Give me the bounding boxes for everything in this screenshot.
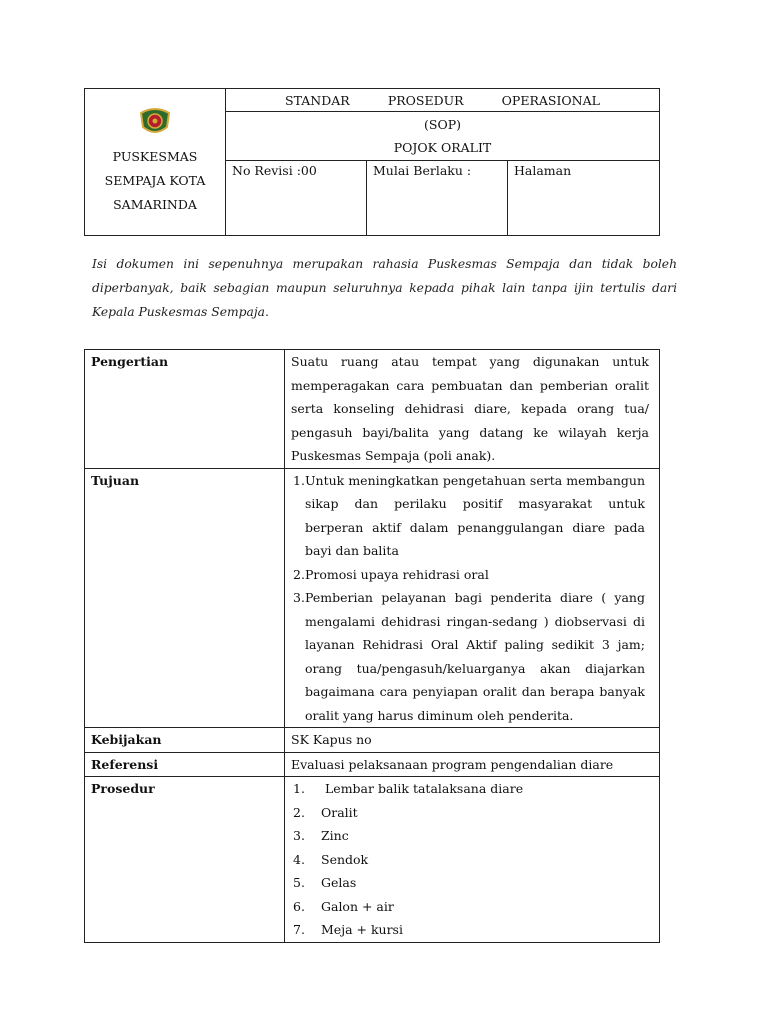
sop-title-cell — [226, 89, 660, 112]
title-word-1: STANDAR — [285, 92, 350, 108]
item-text: Untuk meningkatkan pengetahuan serta membangun sikap dan perilaku positif masyarakat untuk berperan aktif dalam penanggulangan diare pada bayi dan balita — [305, 472, 645, 558]
confidentiality-notice: Isi dokumen ini sepenuhnya merupakan rahasia Puskesmas Sempaja dan tidak boleh diperbanyak, baik sebagian maupun seluruhnya kepada pihak lain tanpa ijin tertulis dari Kepala Puskesmas Sempaja. — [92, 257, 677, 319]
item-number: 5. — [293, 875, 305, 890]
list-item — [293, 801, 653, 825]
revision-cell: No Revisi :00 — [226, 161, 367, 236]
text-referensi: Evaluasi pelaksanaan program pengendalian diare — [285, 752, 660, 777]
list-item — [293, 777, 653, 801]
list-item — [293, 871, 653, 895]
sop-subject-cell — [226, 112, 660, 161]
item-number: 2. — [293, 566, 305, 582]
org-line-1: PUSKESMAS — [112, 149, 198, 164]
puskesmas-logo-icon — [137, 107, 173, 137]
item-number: 1. — [293, 472, 305, 488]
row-referensi — [85, 752, 660, 777]
label-prosedur: Prosedur — [85, 777, 285, 943]
effective-date-cell: Mulai Berlaku : — [367, 161, 508, 236]
item-number: 1. — [293, 781, 305, 796]
item-text: Zinc — [321, 828, 349, 843]
sop-abbreviation: (SOP) — [424, 117, 461, 132]
item-text: Oralit — [321, 804, 358, 820]
item-text: Pemberian pelayanan bagi penderita diare ( yang mengalami dehidrasi ringan-sedang ) diobservasi di layanan Rehidrasi Oral Aktif paling sedikit 3 jam; orang tua/pengasuh/keluarganya akan diajarkan bagaimana cara penyiapan oralit dan berapa banyak oralit yang harus diminum oleh penderita. — [305, 590, 645, 723]
item-number: 3. — [293, 590, 305, 605]
organization-name — [85, 145, 225, 217]
list-item — [291, 469, 649, 563]
sop-subject: POJOK ORALIT — [393, 140, 492, 155]
page-cell: Halaman — [508, 161, 660, 236]
item-text: Lembar balik tatalaksana diare — [325, 781, 524, 796]
organization-cell — [85, 89, 226, 236]
item-number: 7. — [293, 922, 305, 937]
item-text: Gelas — [321, 875, 357, 890]
sop-header-table — [84, 88, 660, 236]
text-kebijakan: SK Kapus no — [285, 728, 660, 753]
item-number: 2. — [293, 804, 305, 820]
row-kebijakan — [85, 728, 660, 753]
label-referensi: Referensi — [85, 752, 285, 777]
row-pengertian — [85, 350, 660, 469]
label-kebijakan: Kebijakan — [85, 728, 285, 753]
item-text: Meja + kursi — [321, 922, 403, 937]
list-item — [293, 918, 653, 942]
sop-content-table — [84, 349, 660, 943]
sop-title — [226, 89, 659, 111]
item-text: Galon + air — [321, 898, 394, 914]
item-number: 4. — [293, 851, 305, 867]
list-item — [291, 586, 649, 727]
list-item — [293, 848, 653, 872]
org-line-2: SEMPAJA KOTA — [104, 173, 206, 188]
row-tujuan — [85, 468, 660, 728]
list-tujuan — [285, 468, 660, 728]
row-prosedur — [85, 777, 660, 943]
list-item — [291, 563, 649, 587]
org-line-3: SAMARINDA — [113, 197, 197, 212]
item-number: 6. — [293, 898, 305, 914]
list-prosedur — [285, 777, 660, 943]
list-item — [293, 824, 653, 848]
item-text: Promosi upaya rehidrasi oral — [305, 566, 489, 582]
title-word-2: PROSEDUR — [387, 92, 464, 108]
text-pengertian: Suatu ruang atau tempat yang digunakan untuk memperagakan cara pembuatan dan pemberian oralit serta konseling dehidrasi diare, kepada orang tua/ pengasuh bayi/balita yang datang ke wilayah kerja Puskesmas Sempaja (poli anak). — [285, 350, 660, 469]
list-item — [293, 895, 653, 919]
item-number: 3. — [293, 828, 305, 843]
title-word-3: OPERASIONAL — [501, 92, 600, 108]
label-tujuan: Tujuan — [85, 468, 285, 728]
item-text: Sendok — [321, 851, 369, 867]
label-pengertian: Pengertian — [85, 350, 285, 469]
